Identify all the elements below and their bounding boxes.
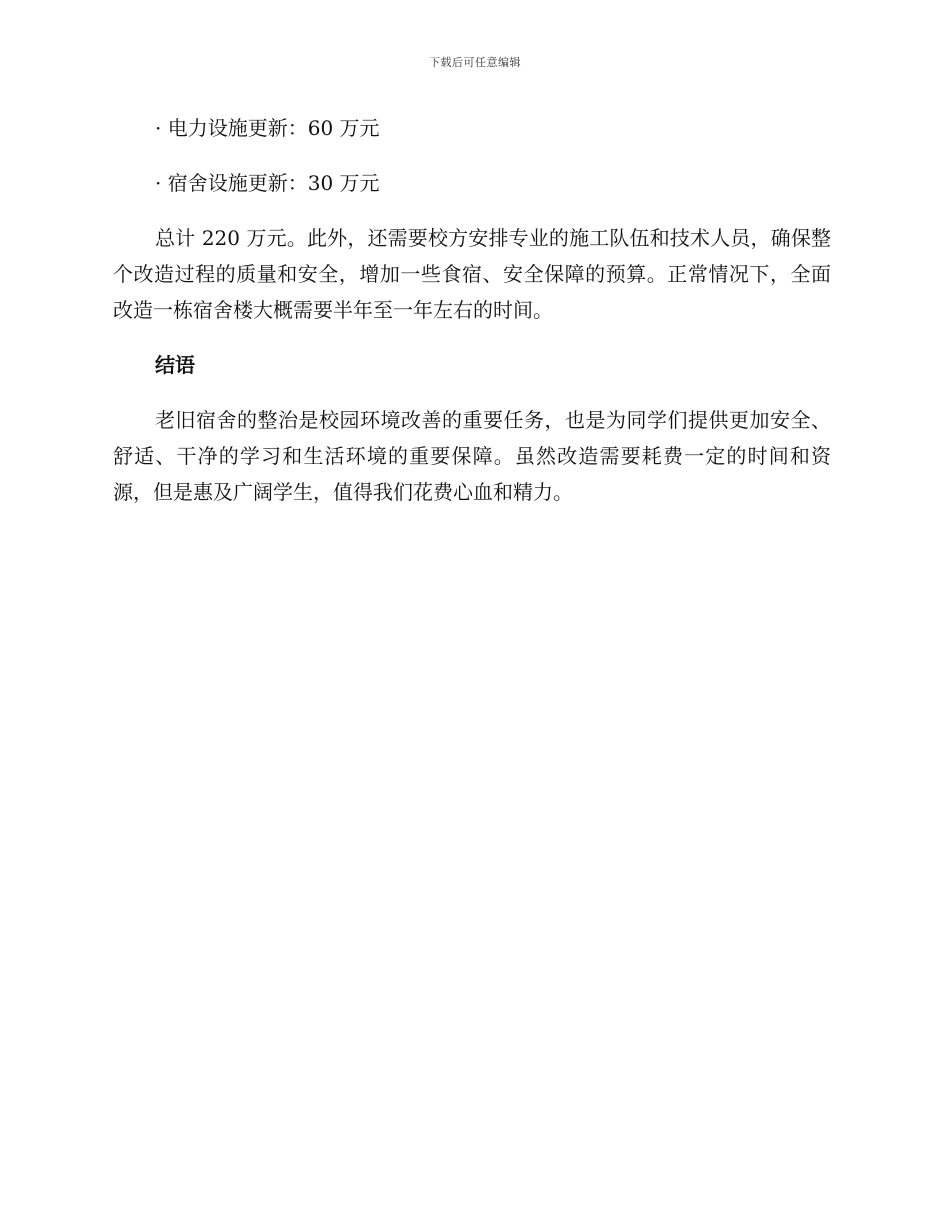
conclusion-paragraph: 老旧宿舍的整治是校园环境改善的重要任务，也是为同学们提供更加安全、舒适、干净的学习和生活环境的重要保障。虽然改造需要耗费一定的时间和资源，但是惠及广阔学生，值得我们花费心血和精力。 — [113, 408, 831, 504]
summary-paragraph: 总计 220 万元。此外，还需要校方安排专业的施工队伍和技术人员，确保整个改造过程的质量和安全，增加一些食宿、安全保障的预算。正常情况下，全面改造一栋宿舍楼大概需要半年至一年左右的时间。 — [113, 226, 831, 322]
bullet-item-dormitory: · 宿舍设施更新：30 万元 — [155, 171, 380, 195]
document-body — [113, 110, 831, 529]
conclusion-heading: 结语 — [155, 353, 195, 377]
page-header: 下载后可任意编辑 — [429, 56, 521, 69]
bullet-item-power: · 电力设施更新：60 万元 — [155, 116, 380, 140]
